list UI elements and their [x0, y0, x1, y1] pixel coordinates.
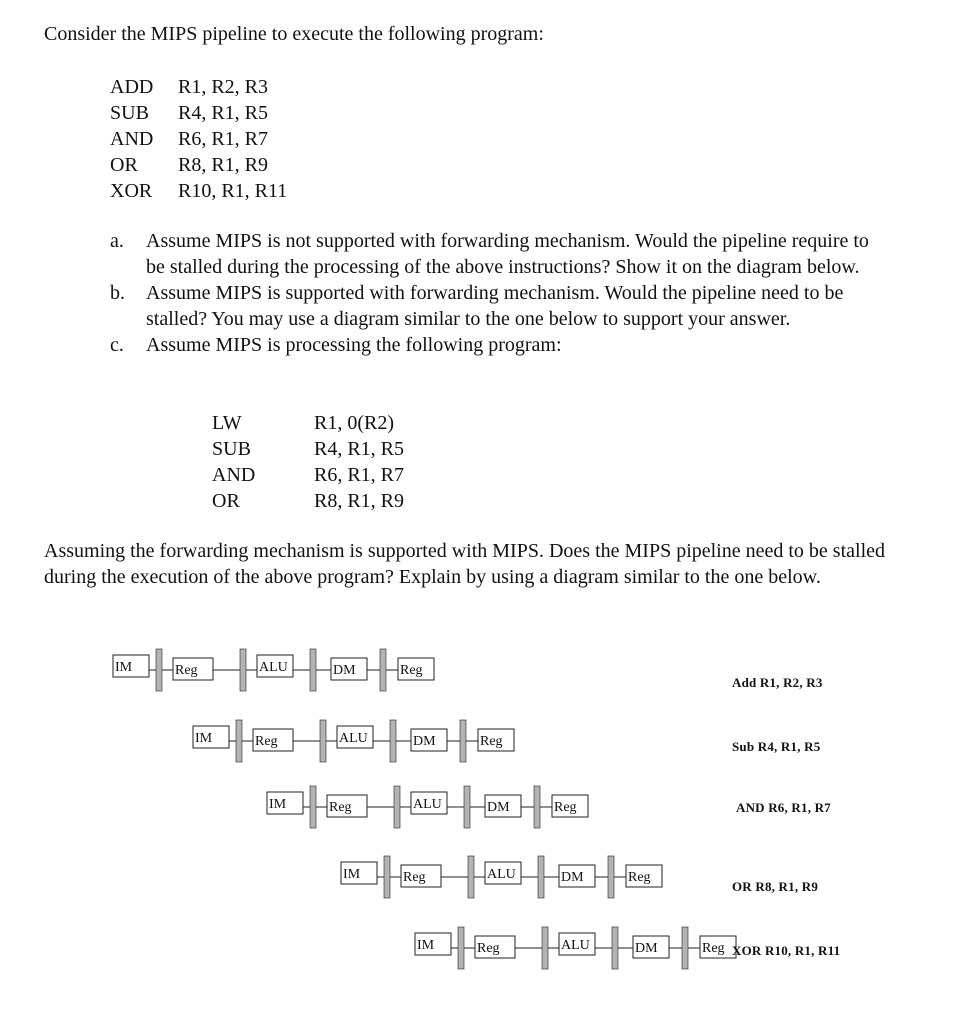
stage-alu-label: ALU	[339, 731, 368, 746]
stage-reg-write-label: Reg	[400, 663, 423, 678]
stage-reg-read-label: Reg	[477, 941, 500, 956]
pipeline-latch	[612, 927, 618, 969]
part-b: b. Assume MIPS is supported with forwarding mechanism. Would the pipeline need to be stalled? You may use a diagram similar to the one below to support your answer.	[110, 282, 844, 330]
stage-alu-label: ALU	[259, 660, 288, 675]
pipeline-latch	[460, 720, 466, 762]
pipeline-latch	[390, 720, 396, 762]
pipeline-latch	[394, 786, 400, 828]
stage-dm-label: DM	[333, 663, 356, 678]
pipeline-latch	[384, 856, 390, 898]
assumption-paragraph: Assuming the forwarding mechanism is supported with MIPS. Does the MIPS pipeline need to be stalled during the execution of the above program? Explain by using a diagram similar to the one below.	[44, 540, 886, 588]
stage-reg-read-label: Reg	[255, 734, 278, 749]
part-c: c. Assume MIPS is processing the following program:	[110, 334, 562, 356]
stage-im-label: IM	[417, 938, 435, 953]
stage-dm-label: DM	[487, 800, 510, 815]
stage-reg-write-label: Reg	[702, 941, 725, 956]
instruction-label: AND R6, R1, R7	[736, 800, 831, 815]
pipeline-latch	[608, 856, 614, 898]
stage-reg-write-label: Reg	[554, 800, 577, 815]
instruction-label: Add R1, R2, R3	[732, 675, 823, 690]
stage-dm-label: DM	[635, 941, 658, 956]
stage-dm-label: DM	[413, 734, 436, 749]
pipeline-latch	[534, 786, 540, 828]
instruction-label: XOR R10, R1, R11	[732, 943, 841, 958]
pipeline-latch	[464, 786, 470, 828]
instruction-label: OR R8, R1, R9	[732, 879, 819, 894]
pipeline-latch	[320, 720, 326, 762]
stage-im-label: IM	[115, 660, 133, 675]
stage-reg-read-label: Reg	[175, 663, 198, 678]
stage-im-label: IM	[269, 797, 287, 812]
stage-im-label: IM	[195, 731, 213, 746]
pipeline-latch	[310, 786, 316, 828]
question-intro: Consider the MIPS pipeline to execute the following program:	[44, 23, 544, 45]
pipeline-latch	[236, 720, 242, 762]
pipeline-latch	[538, 856, 544, 898]
question-parts	[110, 228, 870, 358]
part-a: a. Assume MIPS is not supported with forwarding mechanism. Would the pipeline require to be stalled during the processing of the above instructions? Show it on the diagram below.	[110, 230, 869, 278]
stage-alu-label: ALU	[561, 938, 590, 953]
stage-reg-write-label: Reg	[628, 870, 651, 885]
stage-alu-label: ALU	[487, 867, 516, 882]
pipeline-latch	[468, 856, 474, 898]
stage-im-label: IM	[343, 867, 361, 882]
pipeline-latch	[458, 927, 464, 969]
pipeline-latch	[380, 649, 386, 691]
stage-reg-read-label: Reg	[329, 800, 352, 815]
pipeline-latch	[240, 649, 246, 691]
pipeline-latch	[682, 927, 688, 969]
stage-reg-read-label: Reg	[403, 870, 426, 885]
pipeline-latch	[542, 927, 548, 969]
pipeline-latch	[310, 649, 316, 691]
stage-reg-write-label: Reg	[480, 734, 503, 749]
pipeline-latch	[156, 649, 162, 691]
stage-alu-label: ALU	[413, 797, 442, 812]
stage-dm-label: DM	[561, 870, 584, 885]
instruction-label: Sub R4, R1, R5	[732, 739, 821, 754]
